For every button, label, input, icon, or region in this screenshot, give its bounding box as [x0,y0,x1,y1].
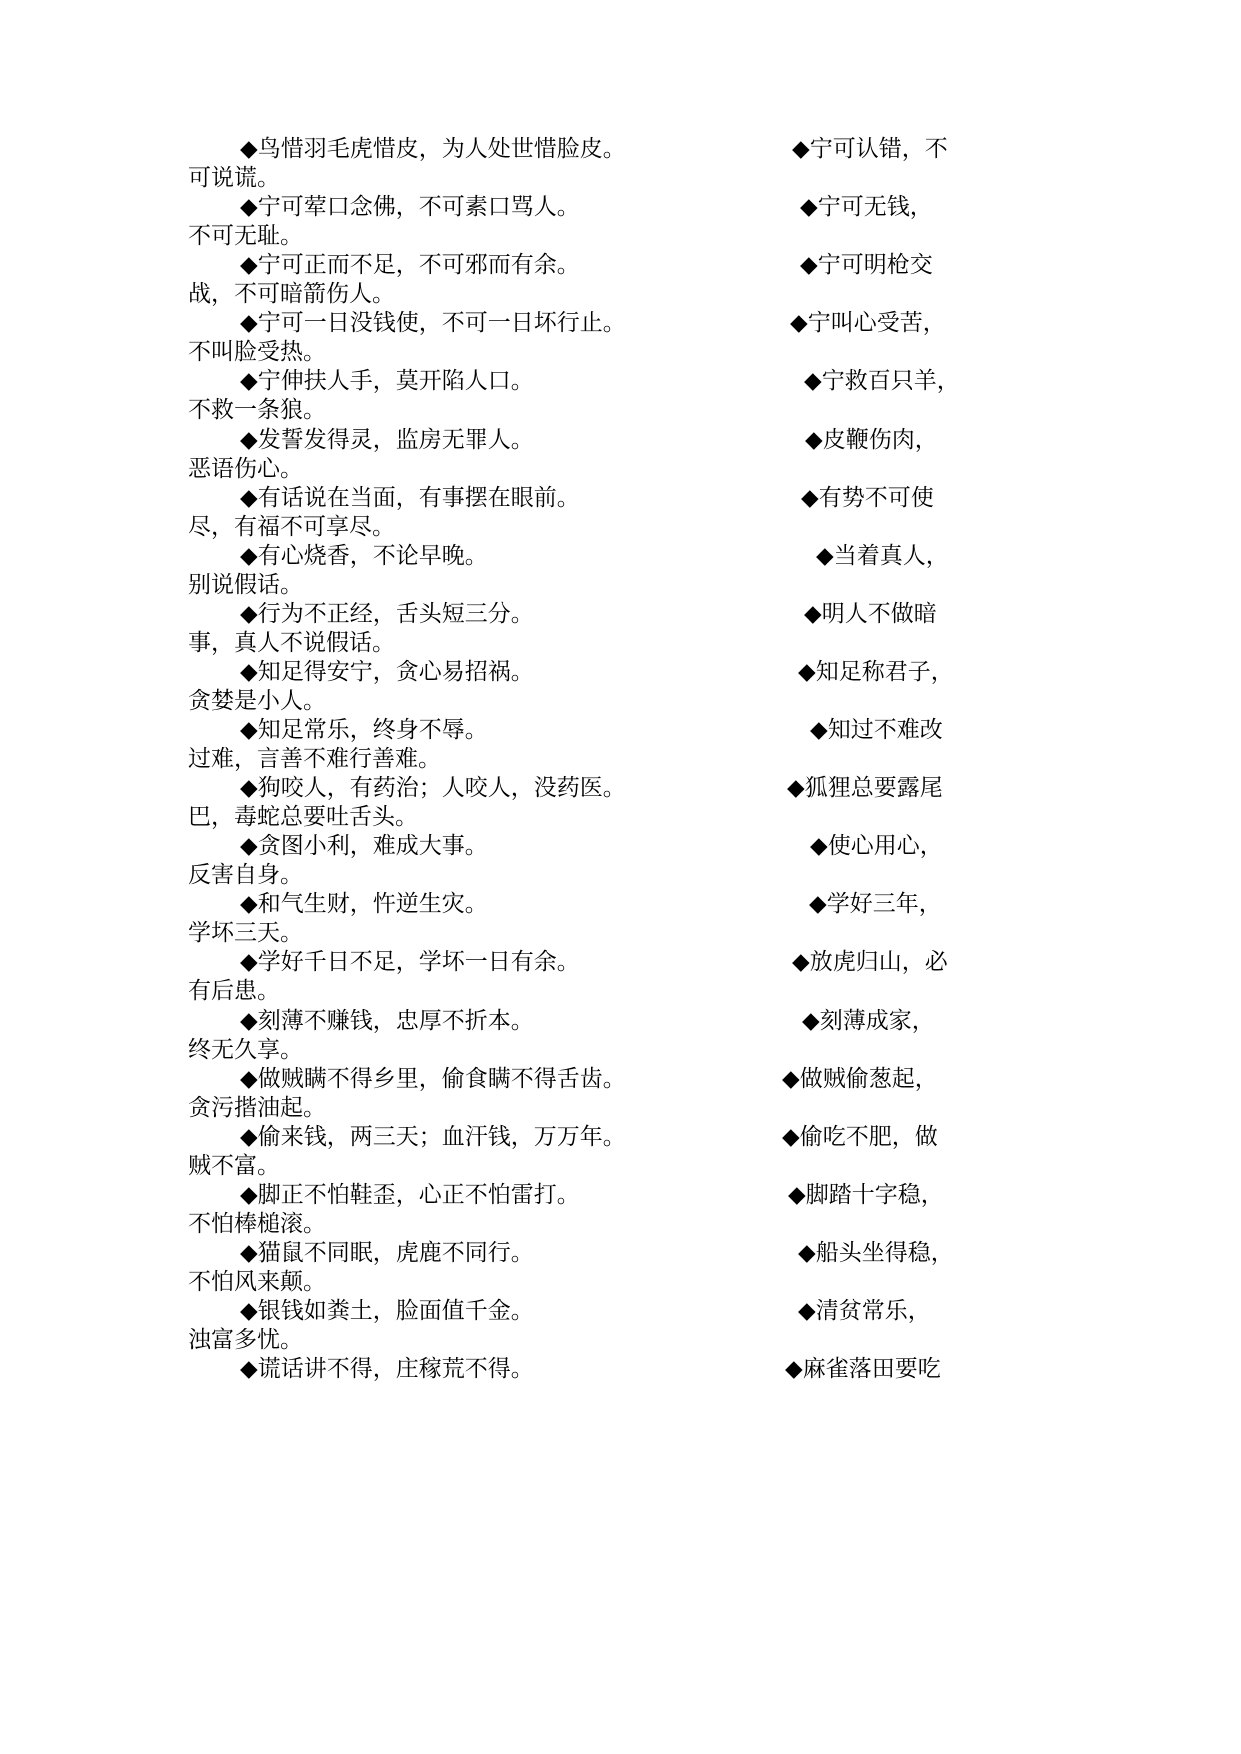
text-line [188,1005,1068,1038]
proverb-left: ◆刻薄不赚钱，忠厚不折本。 [240,1007,534,1034]
text-line [188,714,1068,747]
proverb-continuation: 浊富多忧。 [188,1327,303,1354]
proverb-right: ◆明人不做暗 [804,600,937,627]
proverb-continuation: 学坏三天。 [188,920,303,947]
proverb-left: ◆狗咬人，有药治；人咬人，没药医。 [240,775,626,802]
proverb-right: ◆放虎归山，必 [792,949,948,976]
text-line [188,1063,1068,1096]
proverb-left: ◆有话说在当面，有事摆在眼前。 [240,484,580,511]
proverb-left: ◆知足得安宁，贪心易招祸。 [240,658,534,685]
proverb-right: ◆宁可明枪交 [800,252,933,279]
proverb-left: ◆发誓发得灵，监房无罪人。 [240,426,534,453]
proverb-left: ◆学好千日不足，学坏一日有余。 [240,949,580,976]
proverb-right: ◆宁叫心受苦， [790,310,946,337]
text-line [188,1353,1068,1386]
text-line [188,453,1068,486]
proverb-right: ◆脚踏十字稳， [788,1181,944,1208]
text-line [188,1295,1068,1328]
proverb-left: ◆宁可荤口念佛，不可素口骂人。 [240,194,580,221]
proverb-continuation: 终无久享。 [188,1036,303,1063]
proverb-right: ◆当着真人， [816,542,949,569]
proverb-continuation: 贼不富。 [188,1152,280,1179]
text-line [188,627,1068,660]
proverb-right: ◆清贫常乐， [798,1298,931,1324]
text-line [188,249,1068,282]
text-line [188,743,1068,776]
text-line [188,598,1068,631]
proverb-right: ◆宁可认错，不 [792,136,948,162]
text-line [188,801,1068,834]
text-line [188,1237,1068,1270]
text-line [188,511,1068,544]
proverb-left: ◆知足常乐，终身不辱。 [240,717,488,743]
proverb-left: ◆宁可一日没钱使，不可一日坏行止。 [240,310,626,337]
proverb-left: ◆猫鼠不同眠，虎鹿不同行。 [240,1239,534,1266]
proverb-right: ◆宁可无钱， [800,194,933,221]
proverb-continuation: 过难，言善不难行善难。 [188,746,441,773]
text-line [188,482,1068,515]
proverb-left: ◆有心烧香，不论早晚。 [240,542,488,569]
proverb-right: ◆学好三年， [809,891,942,918]
proverb-right: ◆知足称君子， [798,658,954,685]
text-line [188,220,1068,253]
text-line [188,1121,1068,1154]
proverb-left: ◆和气生财，忤逆生灾。 [240,891,488,918]
text-line [188,656,1068,689]
text-line [188,133,1068,166]
text-line [188,1266,1068,1299]
text-line [188,1208,1068,1241]
text-line [188,278,1068,311]
text-line [188,394,1068,427]
proverb-right: ◆狐狸总要露尾 [787,775,943,802]
proverb-left: ◆宁伸扶人手，莫开陷人口。 [240,368,534,395]
text-line [188,162,1068,195]
text-line [188,917,1068,950]
proverb-continuation: 巴，毒蛇总要吐舌头。 [188,804,418,831]
text-line [188,424,1068,457]
text-line [188,540,1068,573]
proverb-continuation: 尽，有福不可享尽。 [188,513,395,540]
proverb-left: ◆贪图小利，难成大事。 [240,833,488,860]
text-line [188,336,1068,369]
proverb-continuation: 可说谎。 [188,165,280,192]
text-line [188,830,1068,863]
proverb-continuation: 贪婪是小人。 [188,687,326,714]
text-line [188,685,1068,718]
text-line [188,888,1068,921]
proverb-continuation: 反害自身。 [188,862,303,889]
proverb-right: ◆麻雀落田要吃 [785,1356,941,1383]
proverb-left: ◆脚正不怕鞋歪，心正不怕雷打。 [240,1181,580,1208]
proverb-continuation: 不叫脸受热。 [188,339,326,366]
proverb-right: ◆做贼偷葱起， [782,1065,938,1092]
proverb-right: ◆偷吃不肥，做 [782,1123,938,1150]
proverb-right: ◆刻薄成家， [802,1007,935,1034]
proverb-continuation: 不救一条狼。 [188,397,326,424]
proverb-continuation: 不怕棒槌滚。 [188,1210,326,1237]
proverb-continuation: 贪污揩油起。 [188,1094,326,1121]
text-line [188,191,1068,224]
proverb-continuation: 不怕风来颠。 [188,1268,326,1295]
proverb-continuation: 事，真人不说假话。 [188,629,395,656]
text-line [188,1150,1068,1183]
proverb-right: ◆有势不可使 [801,484,934,511]
proverb-continuation: 不可无耻。 [188,223,303,250]
text-line [188,772,1068,805]
proverb-left: ◆做贼瞒不得乡里，偷食瞒不得舌齿。 [240,1065,626,1092]
text-line [188,975,1068,1008]
proverb-continuation: 有后患。 [188,978,280,1005]
proverb-left: ◆谎话讲不得，庄稼荒不得。 [240,1356,534,1383]
text-line [188,569,1068,602]
proverb-right: ◆使心用心， [810,833,943,860]
proverb-left: ◆偷来钱，两三天；血汗钱，万万年。 [240,1123,626,1150]
proverb-right: ◆知过不难改 [810,717,943,743]
proverb-left: ◆宁可正而不足，不可邪而有余。 [240,252,580,279]
proverb-left: ◆行为不正经，舌头短三分。 [240,600,534,627]
proverb-right: ◆皮鞭伤肉， [805,426,938,453]
proverb-left: ◆银钱如粪土，脸面值千金。 [240,1298,534,1324]
text-line [188,1092,1068,1125]
text-line [188,365,1068,398]
text-line [188,1324,1068,1357]
text-line [188,1179,1068,1212]
proverb-right: ◆船头坐得稳， [798,1239,954,1266]
proverb-right: ◆宁救百只羊， [804,368,960,395]
text-line [188,307,1068,340]
text-line [188,1034,1068,1067]
proverb-continuation: 战，不可暗箭伤人。 [188,281,395,308]
text-line [188,946,1068,979]
text-line [188,859,1068,892]
proverb-continuation: 恶语伤心。 [188,455,303,482]
proverb-left: ◆鸟惜羽毛虎惜皮，为人处世惜脸皮。 [240,136,626,162]
proverb-continuation: 别说假话。 [188,571,303,598]
